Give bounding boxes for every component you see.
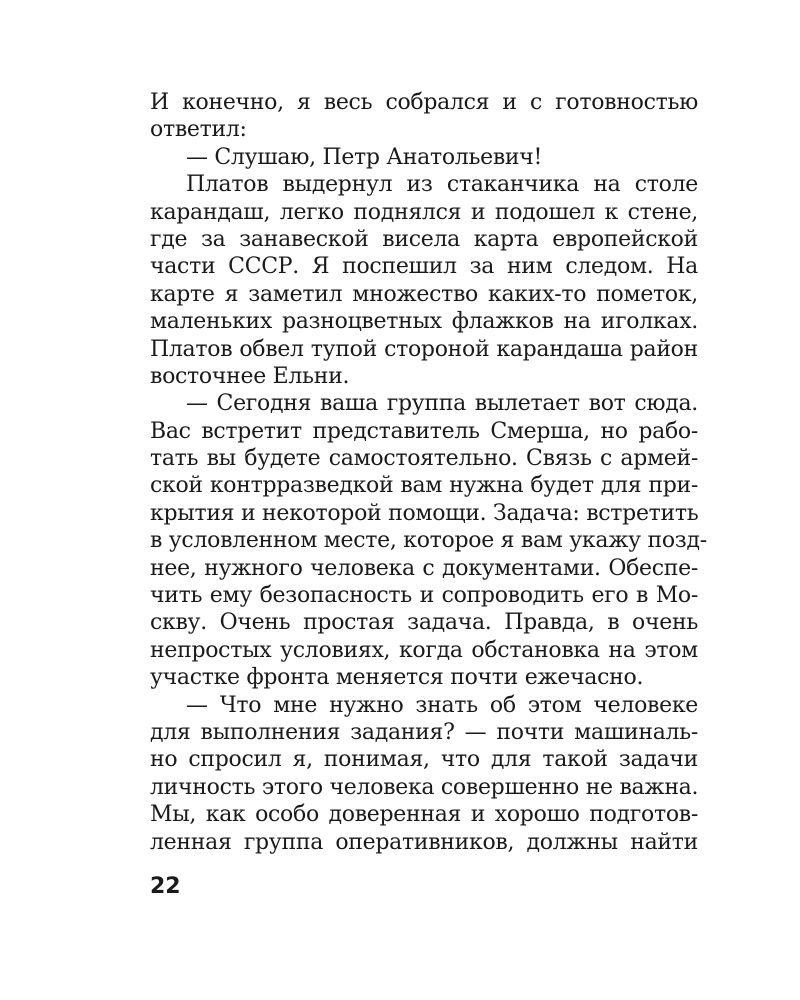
text-line: тать вы будете самостоятельно. Связь с армей- xyxy=(150,446,698,472)
text-line: чить ему безопасность и сопроводить его в Мо- xyxy=(150,583,698,609)
text-line: где за занавеской висела карта европейской xyxy=(150,226,698,252)
text-line: личность этого человека совершенно не важна. xyxy=(150,774,699,800)
text-line: карандаш, легко поднялся и подошел к стене, xyxy=(150,199,698,225)
text-line: Платов обвел тупой стороной карандаша район xyxy=(150,336,698,362)
text-line: для выполнения задания? — почти машиналь- xyxy=(150,719,698,745)
text-line: части СССР. Я поспешил за ним следом. На xyxy=(150,254,698,280)
text-line: — Сегодня ваша группа вылетает вот сюда. xyxy=(186,391,698,417)
page-text xyxy=(150,89,707,856)
text-line: ской контрразведкой вам нужна будет для при- xyxy=(150,473,698,499)
text-line: И конечно, я весь собрался и с готовностью xyxy=(150,90,698,115)
text-line: в условленном месте, которое я вам укажу позд- xyxy=(150,528,707,554)
text-line: крытия и некоторой помощи. Задача: встретить xyxy=(150,500,699,526)
text-line: участке фронта меняется почти ежечасно. xyxy=(150,665,644,691)
text-line: скву. Очень простая задача. Правда, в очень xyxy=(150,610,698,636)
text-line: непростых условиях, когда обстановка на этом xyxy=(150,637,698,663)
text-line: Вас встретит представитель Смерша, но рабо- xyxy=(150,418,698,444)
text-line: ответил: xyxy=(150,117,247,143)
text-line: восточнее Ельни. xyxy=(150,363,350,389)
page-number: 22 xyxy=(150,874,181,899)
text-line: ленная группа оперативников, должны найти xyxy=(150,829,698,855)
text-line: нее, нужного человека с документами. Обеспе- xyxy=(150,555,698,581)
text-line: но спросил я, понимая, что для такой задачи xyxy=(150,747,698,773)
text-line: Платов выдернул из стаканчика на столе xyxy=(186,172,698,198)
text-line: — Что мне нужно знать об этом человеке xyxy=(186,692,698,718)
text-line: — Слушаю, Петр Анатольевич! xyxy=(186,144,543,170)
text-line: карте я заметил множество каких-то пометок, xyxy=(150,281,698,307)
text-line: маленьких разноцветных флажков на иголках. xyxy=(150,309,698,335)
text-line: Мы, как особо доверенная и хорошо подготов- xyxy=(150,802,698,828)
